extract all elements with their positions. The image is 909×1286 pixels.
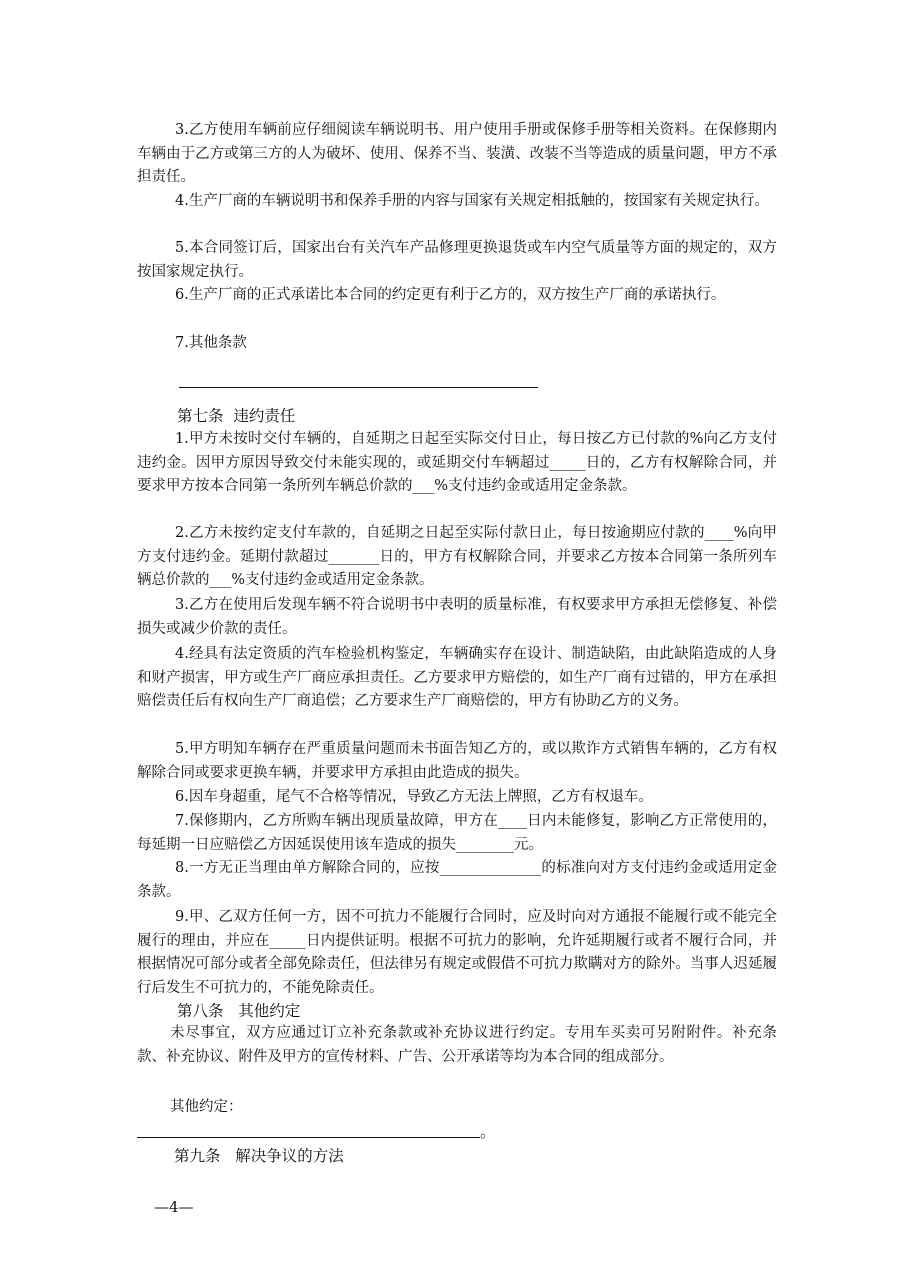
- blank-line: [179, 387, 538, 388]
- page-number: —4—: [154, 1198, 194, 1216]
- clause-8-1: 未尽事宜，双方应通过订立补充条款或补充协议进行约定。专用车买卖可另附附件。补充条款、补充协议、附件及甲方的宣传材料、广告、公开承诺等均为本合同的组成部分。: [137, 1025, 777, 1065]
- clause-7-5: 5.甲方明知车辆存在严重质量问题而未书面告知乙方的，或以欺诈方式销售车辆的，乙方有权解除合同或要求更换车辆，并要求甲方承担由此造成的损失。: [137, 741, 777, 781]
- clause-7-9: 9.甲、乙双方任何一方，因不可抗力不能履行合同时，应及时向对方通报不能履行或不能完全履行的理由，并应在_____日内提供证明。根据不可抗力的影响，允许延期履行或者不履行合同，并根据情况可部分或者全部免除责任，但法律另有规定或假借不可抗力欺瞒对方的除外。当事人迟延履行后发生不可抗力的，不能免除责任。: [137, 909, 777, 996]
- clause-7-6: 6.因车身超重，尾气不合格等情况，导致乙方无法上牌照，乙方有权退车。: [175, 789, 653, 805]
- clause-7-1: 1.甲方未按时交付车辆的，自延期之日起至实际交付日止，每日按乙方已付款的%向乙方支付违约金。因甲方原因导致交付未能实现的，或延期交付车辆超过_____日的，乙方有权解除合同，并要求甲方按本合同第一条所列车辆总价款的___%支付违约金或适用定金条款。: [137, 431, 777, 494]
- clause-6-7: 7.其他条款: [175, 335, 247, 351]
- clause-6-4: 4.生产厂商的车辆说明书和保养手册的内容与国家有关规定相抵触的，按国家有关规定执行。: [175, 193, 769, 209]
- clause-7-8: 8.一方无正当理由单方解除合同的，应按______________的标准向对方支付违约金或适用定金条款。: [137, 860, 777, 900]
- clause-6-5: 5.本合同签订后，国家出台有关汽车产品修理更换退货或车内空气质量等方面的规定的，双方按国家规定执行。: [137, 240, 777, 280]
- clause-6-3: 3.乙方使用车辆前应仔细阅读车辆说明书、用户使用手册或保修手册等相关资料。在保修期内车辆由于乙方或第三方的人为破坏、使用、保养不当、装潢、改装不当等造成的质量问题，甲方不承担责任。: [137, 122, 777, 185]
- other-agreement-label: 其他约定：: [170, 1099, 243, 1115]
- article-9-heading: 第九条 解决争议的方法: [174, 1147, 344, 1165]
- clause-6-6: 6.生产厂商的正式承诺比本合同的约定更有利于乙方的，双方按生产厂商的承诺执行。: [175, 287, 726, 303]
- clause-7-3: 3.乙方在使用后发现车辆不符合说明书中表明的质量标准，有权要求甲方承担无偿修复、补偿损失或减少价款的责任。: [137, 597, 777, 637]
- blank-line: [137, 1137, 480, 1138]
- clause-7-7: 7.保修期内，乙方所购车辆出现质量故障，甲方在____日内未能修复，影响乙方正常使用的，每延期一日应赔偿乙方因延误使用该车造成的损失________元。: [137, 813, 777, 853]
- article-8-heading: 第八条 其他约定: [177, 1002, 301, 1020]
- clause-7-2: 2.乙方未按约定支付车款的，自延期之日起至实际付款日止，每日按逾期应付款的____%向甲方支付违约金。延期付款超过_______日的，甲方有权解除合同，并要求乙方按本合同第一条所列车辆总价款的___%支付违约金或适用定金条款。: [137, 525, 777, 588]
- end-mark: 。: [480, 1123, 496, 1141]
- clause-7-4: 4.经具有法定资质的汽车检验机构鉴定，车辆确实存在设计、制造缺陷，由此缺陷造成的人身和财产损害，甲方或生产厂商应承担责任。乙方要求甲方赔偿的，如生产厂商有过错的，甲方在承担赔偿责任后有权向生产厂商追偿；乙方要求生产厂商赔偿的，甲方有协助乙方的义务。: [137, 646, 777, 709]
- article-7-heading: 第七条 违约责任: [177, 407, 296, 425]
